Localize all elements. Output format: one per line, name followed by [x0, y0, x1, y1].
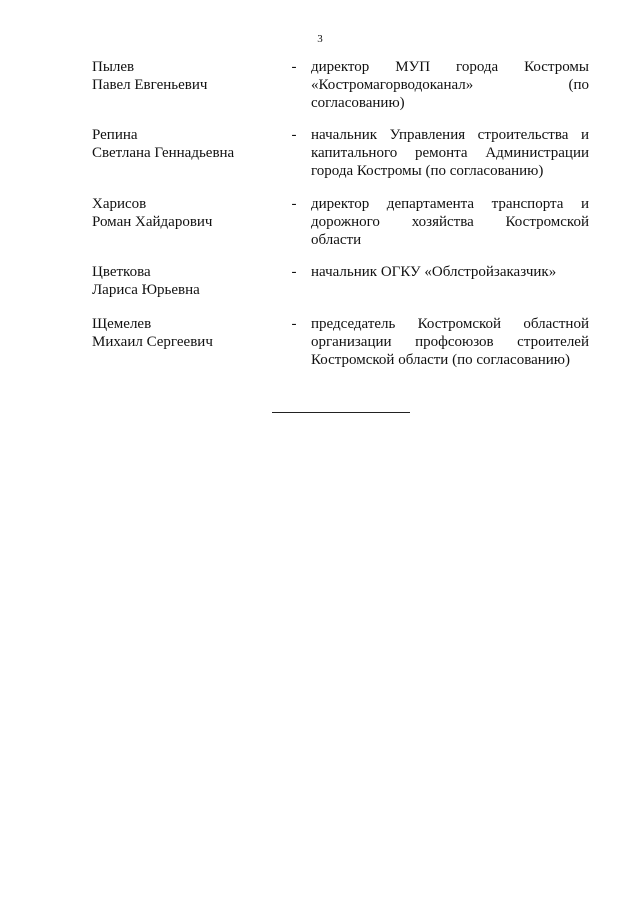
member-name: [92, 126, 282, 162]
member-surname: Щемелев: [92, 316, 152, 332]
member-surname: Пылев: [92, 59, 135, 75]
member-role: [311, 126, 589, 180]
role-line: согласованию): [311, 95, 405, 111]
dash-separator: -: [291, 59, 297, 75]
member-role: [311, 58, 589, 112]
closing-divider-line: [272, 412, 410, 413]
role-line: директор департамента транспорта и: [311, 196, 589, 212]
role-line: города Костромы (по согласованию): [311, 163, 544, 179]
member-role: [311, 263, 589, 281]
member-role: [311, 315, 589, 369]
member-surname: Харисов: [92, 196, 147, 212]
role-line: начальник ОГКУ «Облстройзаказчик»: [311, 264, 557, 280]
dash-separator: -: [291, 264, 297, 280]
member-name: [92, 263, 282, 299]
role-line: Костромской области (по согласованию): [311, 352, 571, 368]
role-line: «Костромагорводоканал» (по: [311, 77, 589, 93]
dash-separator: -: [291, 127, 297, 143]
member-surname: Репина: [92, 127, 138, 143]
role-line: дорожного хозяйства Костромской: [311, 214, 589, 230]
member-given-name: Лариса Юрьевна: [92, 282, 200, 298]
member-given-name: Михаил Сергеевич: [92, 334, 213, 350]
dash-separator: -: [291, 196, 297, 212]
page-number: 3: [317, 33, 323, 45]
role-line: директор МУП города Костромы: [311, 59, 589, 75]
role-line: организации профсоюзов строителей: [311, 334, 589, 350]
member-name: [92, 315, 282, 351]
dash-separator: -: [291, 316, 297, 332]
role-line: капитального ремонта Администрации: [311, 145, 589, 161]
member-given-name: Павел Евгеньевич: [92, 77, 208, 93]
member-name: [92, 195, 282, 231]
role-line: председатель Костромской областной: [311, 316, 589, 332]
role-line: области: [311, 232, 362, 248]
member-given-name: Роман Хайдарович: [92, 214, 213, 230]
member-surname: Цветкова: [92, 264, 151, 280]
member-name: [92, 58, 282, 94]
role-line: начальник Управления строительства и: [311, 127, 589, 143]
member-given-name: Светлана Геннадьевна: [92, 145, 235, 161]
member-role: [311, 195, 589, 249]
